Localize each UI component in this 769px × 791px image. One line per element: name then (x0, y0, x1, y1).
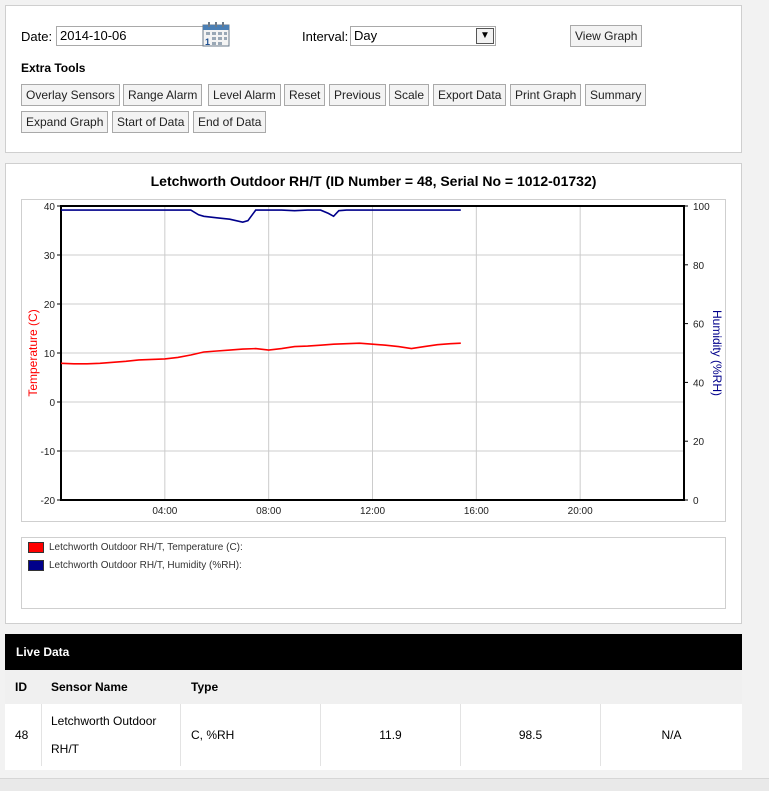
overlay-sensors-button[interactable]: Overlay Sensors (21, 84, 120, 106)
x-tick-label: 12:00 (359, 506, 386, 517)
legend-item-humidity (28, 560, 242, 571)
date-label: Date: (21, 29, 53, 44)
export-data-button[interactable]: Export Data (433, 84, 506, 106)
live-table-header (5, 670, 742, 704)
graph-panel (5, 163, 742, 624)
extra-tools-title: Extra Tools (21, 61, 86, 75)
cell-humidity-value: 98.5 (461, 704, 601, 766)
y-tick-label: 20 (43, 300, 55, 311)
interval-selected-value: Day (354, 28, 378, 43)
y-tick-label: 10 (43, 349, 55, 360)
column-header-sensor-name: Sensor Name (51, 680, 128, 694)
page-footer-strip (0, 778, 769, 791)
legend-label-humidity: Letchworth Outdoor RH/T, Humidity (%RH): (49, 560, 242, 572)
date-input[interactable]: 2014-10-06 (56, 26, 206, 46)
range-alarm-button[interactable]: Range Alarm (123, 84, 202, 106)
cell-status-value: N/A (661, 728, 682, 742)
graph-title: Letchworth Outdoor RH/T (ID Number = 48, Serial No = 1012-01732) (150, 173, 597, 189)
y-tick-label: -20 (40, 496, 55, 507)
y-tick-label: 0 (49, 398, 55, 409)
summary-button[interactable]: Summary (585, 84, 646, 106)
table-row[interactable] (5, 704, 742, 766)
svg-text:1: 1 (205, 37, 211, 47)
cell-type: C, %RH (181, 704, 321, 766)
expand-graph-button[interactable]: Expand Graph (21, 111, 108, 133)
x-tick-label: 20:00 (567, 506, 593, 517)
column-header-id: ID (15, 680, 27, 694)
y2-tick-label: 40 (693, 378, 705, 390)
y2-axis-title: Humidity (%RH) (710, 309, 724, 397)
sensor-chart[interactable] (21, 199, 726, 522)
scale-button[interactable]: Scale (389, 84, 429, 106)
controls-panel (5, 5, 742, 153)
view-graph-button[interactable]: View Graph (570, 25, 642, 47)
legend-swatch-humidity (28, 560, 44, 571)
legend-item-temperature (28, 542, 243, 553)
live-data-panel (5, 634, 742, 770)
calendar-icon[interactable] (202, 21, 230, 47)
previous-button[interactable]: Previous (329, 84, 386, 106)
y-axis-title: Temperature (C) (26, 309, 40, 397)
legend-label-temperature: Letchworth Outdoor RH/T, Temperature (C): (49, 542, 243, 554)
x-tick-label: 04:00 (152, 506, 178, 517)
cell-sensor-name: Letchworth Outdoor RH/T (42, 704, 181, 766)
y2-tick-label: 20 (693, 437, 705, 449)
interval-select[interactable] (350, 26, 496, 46)
y2-tick-label: 80 (693, 260, 705, 272)
live-data-title: Live Data (5, 634, 742, 670)
interval-label: Interval: (302, 29, 349, 44)
reset-button[interactable]: Reset (284, 84, 325, 106)
y-tick-label: 30 (43, 251, 55, 262)
cell-id: 48 (5, 704, 42, 766)
y-tick-label: -10 (40, 447, 55, 458)
x-tick-label: 16:00 (463, 506, 489, 517)
column-header-type: Type (191, 680, 219, 694)
chart-legend (21, 537, 726, 609)
print-graph-button[interactable]: Print Graph (510, 84, 581, 106)
y2-tick-label: 100 (693, 202, 710, 213)
legend-swatch-temperature (28, 542, 44, 553)
end-of-data-button[interactable]: End of Data (193, 111, 266, 133)
cell-temperature-value: 11.9 (321, 704, 461, 766)
y-tick-label: 40 (43, 202, 55, 213)
start-of-data-button[interactable]: Start of Data (112, 111, 189, 133)
level-alarm-button[interactable]: Level Alarm (208, 84, 281, 106)
y2-tick-label: 60 (693, 319, 705, 331)
x-tick-label: 08:00 (256, 506, 282, 517)
y2-tick-label: 0 (693, 496, 699, 507)
chevron-down-icon[interactable]: ▼ (476, 28, 494, 44)
